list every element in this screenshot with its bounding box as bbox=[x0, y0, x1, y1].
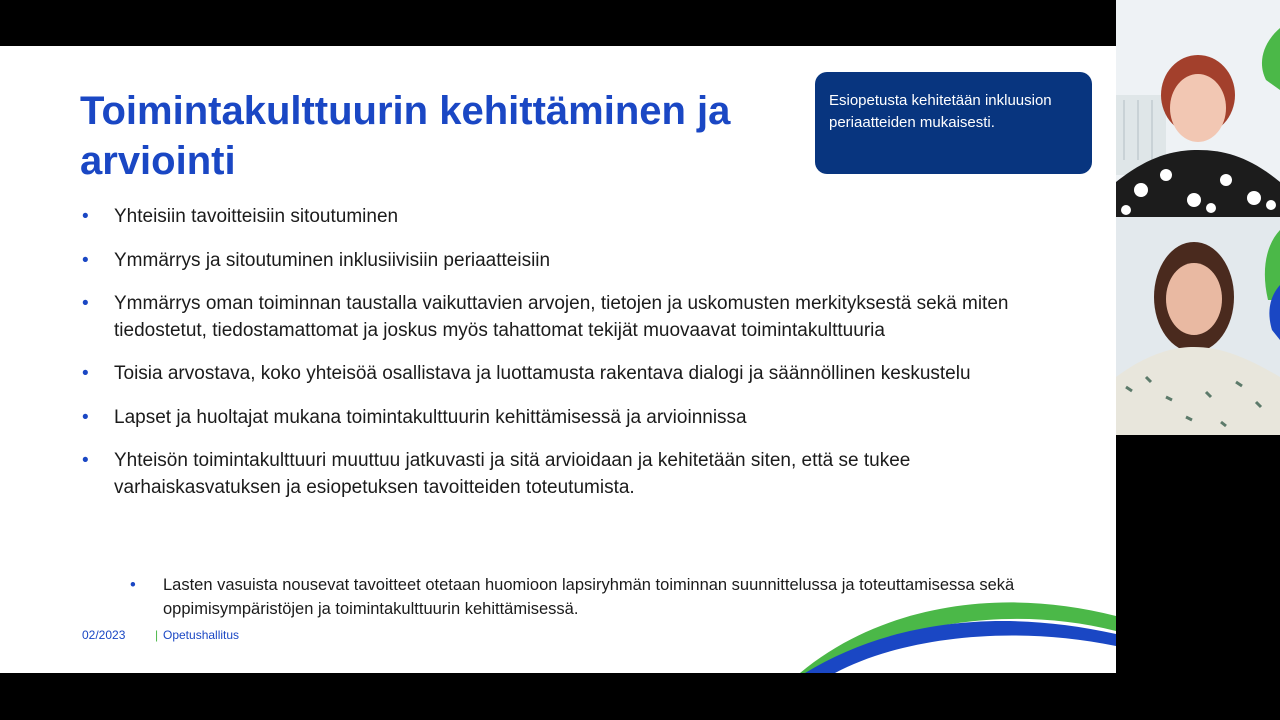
list-item: • Lapset ja huoltajat mukana toimintakulttuurin kehittämisessä ja arvioinnissa bbox=[82, 405, 1042, 432]
footer-divider: | bbox=[155, 628, 159, 642]
bullet-list bbox=[82, 204, 1042, 518]
list-item: • Ymmärrys ja sitoutuminen inklusiivisiin periaatteisiin bbox=[82, 248, 1042, 275]
bullet-icon: • bbox=[82, 249, 89, 271]
presentation-slide bbox=[0, 46, 1116, 673]
bullet-icon: • bbox=[82, 206, 89, 227]
bullet-icon: • bbox=[82, 450, 89, 471]
slide-title: Toimintakulttuurin kehittäminen ja arviointi bbox=[80, 89, 731, 183]
sub-bullet-icon: • bbox=[130, 576, 136, 594]
list-item: • Ymmärrys oman toiminnan taustalla vaikuttavien arvojen, tietojen ja uskomusten merkityksestä sekä miten tiedostetut, tiedostamattomat ja joskus myös tahattomat tekijät muovaavat toimintakulttuuria bbox=[82, 293, 1009, 341]
bullet-icon: • bbox=[82, 293, 89, 314]
background-swoosh-graphic bbox=[1116, 0, 1280, 435]
bullet-icon: • bbox=[82, 363, 89, 384]
list-item: • Yhteisiin tavoitteisiin sitoutuminen bbox=[82, 204, 1042, 231]
bullet-icon: • bbox=[82, 406, 89, 428]
footer-org: Opetushallitus bbox=[163, 628, 240, 642]
callout-box: Esiopetusta kehitetään inkluusion periaatteiden mukaisesti. bbox=[815, 72, 1092, 174]
brand-swoosh-graphic bbox=[780, 586, 1116, 673]
sub-list-item: • Lasten vasuista nousevat tavoitteet otetaan huomioon lapsiryhmän toiminnan suunnittelussa ja toteuttamisessa sekä oppimisympäristöjen ja toimintakulttuurin kehittämisessä. bbox=[130, 573, 1030, 621]
list-item: • Yhteisön toimintakulttuuri muuttuu jatkuvasti ja sitä arvioidaan ja kehitetään siten, että se tukee varhaiskasvatuksen ja esiopetuksen tavoitteiden toteutumista. bbox=[82, 450, 911, 498]
list-item: • Toisia arvostava, koko yhteisöä osallistava ja luottamusta rakentava dialogi ja säännöllinen keskustelu bbox=[82, 361, 1042, 388]
footer-date: 02/2023 bbox=[82, 628, 126, 642]
